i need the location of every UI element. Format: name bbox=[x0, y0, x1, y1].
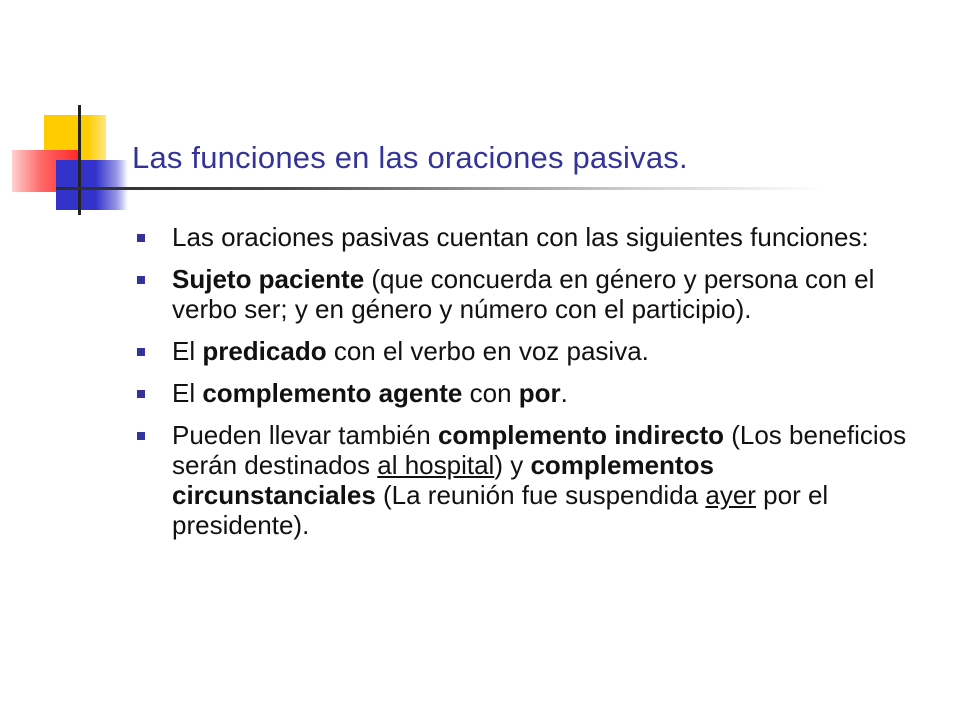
bullet-bold-text: complemento agente bbox=[202, 378, 463, 408]
slide-logo-decoration bbox=[0, 0, 140, 230]
bullet-list bbox=[132, 222, 922, 552]
bullet-square-icon bbox=[137, 234, 145, 242]
bullet-text: (Los beneficios serán destinados bbox=[172, 420, 907, 480]
bullet-bold-text: Sujeto paciente bbox=[172, 264, 365, 294]
bullet-item bbox=[132, 264, 922, 324]
bullet-text: . bbox=[560, 378, 568, 408]
bullet-square-icon bbox=[137, 390, 145, 398]
bullet-square-icon bbox=[137, 348, 145, 356]
bullet-text: Pueden llevar también bbox=[172, 420, 438, 450]
bullet-item bbox=[132, 378, 922, 408]
bullet-text: ) y bbox=[494, 450, 531, 480]
bullet-text: El bbox=[172, 378, 203, 408]
bullet-text: (que concuerda en género y persona con el verbo ser; y en género y número con el participio). bbox=[172, 264, 875, 324]
title-underline-rule bbox=[56, 187, 826, 190]
bullet-text: El bbox=[172, 336, 203, 366]
bullet-text: por el presidente). bbox=[172, 480, 829, 540]
bullet-bold-text: por bbox=[518, 378, 561, 408]
bullet-square-icon bbox=[137, 432, 145, 440]
bullet-item bbox=[132, 336, 922, 366]
bullet-bold-text: complemento indirecto bbox=[437, 420, 724, 450]
slide-title: Las funciones en las oraciones pasivas. bbox=[132, 140, 688, 175]
bullet-text: Las oraciones pasivas cuentan con las siguientes funciones: bbox=[172, 222, 869, 252]
bullet-item bbox=[132, 420, 922, 540]
bullet-text: con bbox=[462, 378, 519, 408]
bullet-underlined-text: ayer bbox=[705, 480, 756, 510]
bullet-bold-text: complementos circunstanciales bbox=[172, 450, 714, 510]
bullet-text: (La reunión fue suspendida bbox=[375, 480, 706, 510]
logo-vertical-line bbox=[78, 105, 81, 215]
bullet-item bbox=[132, 222, 922, 252]
bullet-bold-text: predicado bbox=[202, 336, 327, 366]
logo-blue-square bbox=[56, 160, 128, 210]
bullet-square-icon bbox=[137, 276, 145, 284]
bullet-underlined-text: al hospital bbox=[377, 450, 495, 480]
bullet-text: con el verbo en voz pasiva. bbox=[326, 336, 649, 366]
